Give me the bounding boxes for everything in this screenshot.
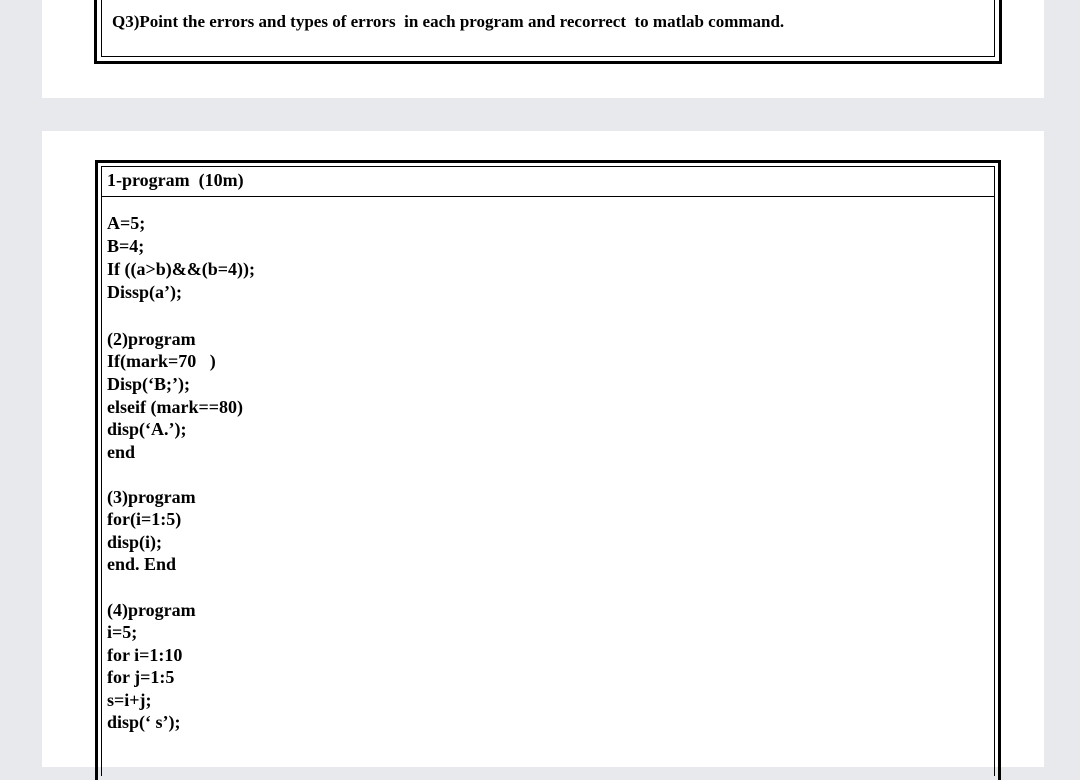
program4-line: for i=1:10 (107, 645, 183, 665)
program4-line: disp(‘ s’); (107, 712, 181, 732)
program4-line: (4)program (107, 600, 196, 620)
program2-line: If(mark=70 ) (107, 351, 216, 371)
heading-divider (101, 196, 995, 197)
program2-line: disp(‘A.’); (107, 419, 187, 439)
program-box-heading: 1-program (10m) (107, 170, 244, 190)
program1-line: B=4; (107, 236, 145, 256)
program3-line: for(i=1:5) (107, 509, 182, 529)
program2-line: Disp(‘B;’); (107, 374, 190, 394)
program2-line: (2)program (107, 329, 196, 349)
program1-line: A=5; (107, 213, 146, 233)
program4-line: i=5; (107, 622, 138, 642)
question-text: Q3)Point the errors and types of errors in each program and recorrect to matlab command. (112, 12, 785, 31)
program3-line: end. End (107, 554, 177, 574)
program2-line: elseif (mark==80) (107, 397, 243, 417)
program3-line: disp(i); (107, 532, 163, 552)
program1-line: Dissp(a’); (107, 282, 182, 302)
program1-line: If ((a>b)&&(b=4)); (107, 259, 255, 279)
program3-line: (3)program (107, 487, 196, 507)
program4-line: for j=1:5 (107, 667, 175, 687)
program2-line: end (107, 442, 136, 462)
program4-line: s=i+j; (107, 690, 152, 710)
